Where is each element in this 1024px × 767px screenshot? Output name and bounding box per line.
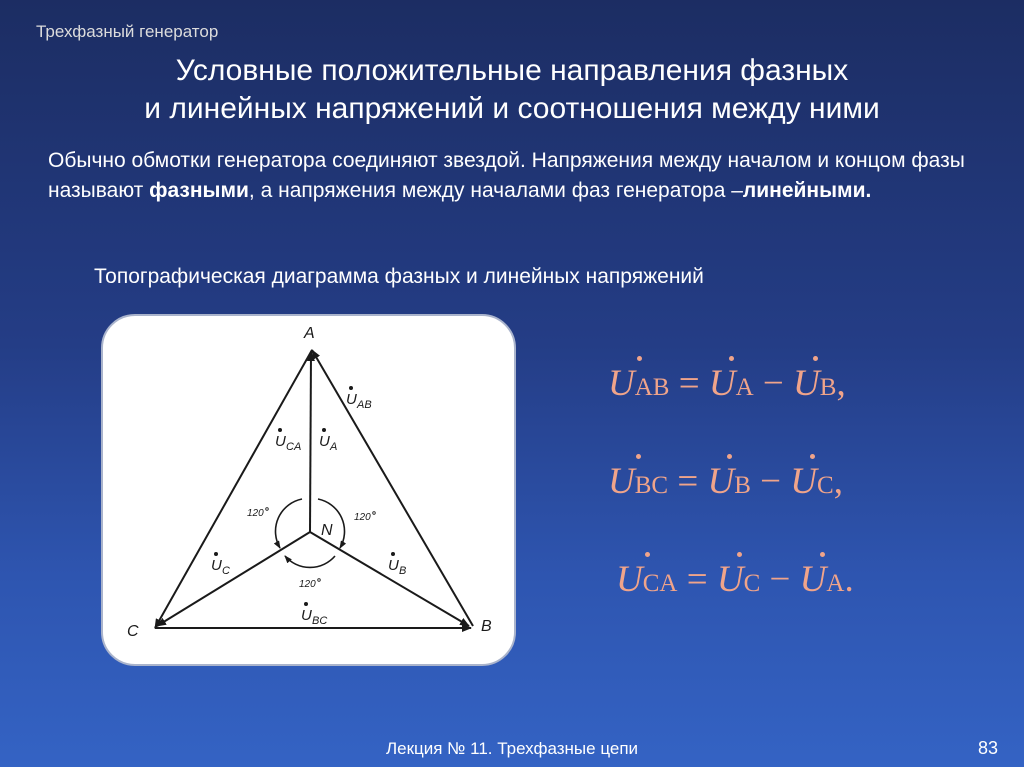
formula-term-1: UC <box>716 559 761 600</box>
page-number: 83 <box>977 738 998 758</box>
angle-label-left: 120 <box>247 508 264 519</box>
label-ubc <box>301 602 327 627</box>
formula-lhs: UBC <box>608 461 669 502</box>
node-c-label: C <box>127 623 139 640</box>
svg-text:CA: CA <box>286 441 302 453</box>
svg-text:BC: BC <box>312 615 328 627</box>
footer-lecture-title: Лекция № 11. Трехфазные цепи <box>385 739 639 758</box>
formula-term-2: UA <box>799 559 845 600</box>
arrow-uc <box>157 532 310 626</box>
node-a-label: A <box>304 325 315 342</box>
formula-uca: UCA = UC − UA. <box>616 559 854 600</box>
label-ub <box>388 552 406 577</box>
arrow-uca <box>155 350 312 628</box>
arc-angle-bn-cn <box>285 556 335 567</box>
angle-label-bottom: 120 <box>299 579 316 590</box>
description-paragraph <box>48 146 998 206</box>
arrow-ua <box>310 352 311 532</box>
svg-text:C: C <box>222 565 230 577</box>
angle-label-right: 120 <box>354 512 371 523</box>
svg-text:U: U <box>346 391 357 408</box>
arc-angle-an-cn <box>275 499 302 548</box>
svg-text:B: B <box>399 565 407 577</box>
formula-term-2: UC <box>790 461 834 502</box>
diagram-caption: Топографическая диаграмма фазных и линейных напряжений <box>94 265 704 288</box>
title-line-1: Условные положительные направления фазных <box>175 54 849 87</box>
label-uca <box>275 428 301 453</box>
formula-term-1: UA <box>708 363 754 404</box>
label-ua <box>319 428 337 453</box>
arrow-uab <box>312 350 473 626</box>
svg-text:U: U <box>211 557 222 574</box>
node-n-label: N <box>321 522 333 539</box>
term-phase: фазными <box>149 179 249 202</box>
formula-term-2: UB <box>793 363 837 404</box>
label-uc <box>211 552 230 577</box>
slide-title <box>0 52 1024 128</box>
paragraph-part-1: Обычно обмотки генератора соединяют звездой. Напряжения между началом и концом фазы называют <box>48 149 965 202</box>
formula-lhs: UCA <box>616 559 678 600</box>
formula-term-1: UB <box>707 461 751 502</box>
svg-text:U: U <box>301 607 312 624</box>
formula-uab: UAB = UA − UB, <box>608 363 846 404</box>
svg-text:U: U <box>275 433 286 450</box>
node-b-label: B <box>481 618 492 635</box>
title-line-2: и линейных напряжений и соотношения между ними <box>144 92 880 125</box>
formula-ubc: UBC = UB − UC, <box>608 461 843 502</box>
paragraph-part-2: , а напряжения между началами фаз генератора – <box>248 179 743 202</box>
svg-text:U: U <box>319 433 330 450</box>
svg-text:AB: AB <box>357 399 372 411</box>
svg-text:A: A <box>330 441 338 453</box>
topographic-diagram <box>101 314 516 666</box>
term-line: линейными. <box>742 179 872 202</box>
svg-text:U: U <box>388 557 399 574</box>
formula-lhs: UAB <box>608 363 670 404</box>
label-uab <box>346 386 372 411</box>
diagram-svg <box>103 316 514 664</box>
section-header: Трехфазный генератор <box>36 22 219 41</box>
